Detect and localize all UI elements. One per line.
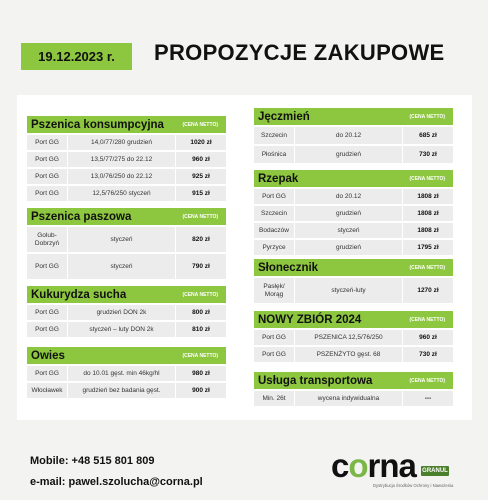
row-price: --- (424, 395, 432, 402)
row-price: 915 zł (192, 190, 210, 197)
table-row (27, 135, 226, 150)
netto-label: (CENA NETTO) (409, 316, 445, 323)
section-slonecznik (254, 259, 453, 303)
logo-letter-o: o (348, 447, 368, 484)
row-place: Szczecin (260, 209, 287, 217)
row-price: 1808 zł (417, 227, 439, 234)
table-row (27, 152, 226, 167)
logo-letter: c (331, 447, 349, 484)
section-rzepak (254, 170, 453, 255)
table-row (254, 347, 453, 362)
logo-tagline: Dystrybucja Środków Ochrony i Nawożenia (373, 483, 454, 488)
netto-label: (CENA NETTO) (409, 377, 445, 384)
row-price: 800 zł (192, 309, 210, 316)
row-desc: grudzień (336, 243, 361, 251)
row-desc: styczeń (110, 235, 133, 243)
row-place: Port GG (35, 138, 59, 146)
row-place: Port GG (35, 189, 59, 197)
table-row (254, 391, 453, 406)
table-row (254, 146, 453, 163)
corna-logo-icon (331, 449, 471, 489)
row-price: 1270 zł (417, 287, 439, 294)
row-desc: grudzień DON 2k (96, 308, 147, 316)
section-header (254, 170, 453, 187)
row-place: Port GG (35, 262, 59, 270)
row-desc: do 10.01 gęst. min 46kg/hl (83, 369, 160, 377)
row-place: Port GG (35, 172, 59, 180)
netto-label: (CENA NETTO) (182, 291, 218, 298)
section-title: Słonecznik (258, 261, 319, 274)
row-price: 1808 zł (417, 210, 439, 217)
row-price: 900 zł (192, 387, 210, 394)
table-row (27, 254, 226, 279)
section-owies (27, 347, 226, 398)
row-desc: 12,5/76/250 styczeń (92, 189, 151, 197)
table-row (27, 227, 226, 252)
table-row (27, 186, 226, 201)
section-title: Pszenica paszowa (31, 210, 132, 223)
row-place: Min. 26t (262, 394, 286, 402)
netto-label: (CENA NETTO) (182, 352, 218, 359)
section-title: Jęczmień (258, 110, 310, 123)
row-place: Port GG (35, 369, 59, 377)
row-desc: wycena indywidualna (317, 394, 380, 402)
section-kukurydza-sucha (27, 286, 226, 337)
row-price: 1020 zł (190, 139, 212, 146)
row-price: 790 zł (192, 263, 210, 270)
section-title: Kukurydza sucha (31, 288, 127, 301)
table-row (27, 322, 226, 337)
logo-letters: rna (367, 447, 416, 484)
row-desc: do 20.12 (335, 131, 362, 139)
row-price: 925 zł (192, 173, 210, 180)
row-place: Bodaczów (259, 226, 289, 234)
row-desc: styczeń (110, 262, 133, 270)
section-header (254, 311, 453, 328)
row-desc: styczeń – luty DON 2k (89, 325, 154, 333)
section-pszenica-konsumpcyjna (27, 116, 226, 201)
section-header (27, 116, 226, 133)
row-place: Port GG (35, 308, 59, 316)
row-price: 960 zł (192, 156, 210, 163)
table-row (27, 169, 226, 184)
section-pszenica-paszowa (27, 208, 226, 279)
netto-label: (CENA NETTO) (409, 175, 445, 182)
row-desc: grudzień (336, 209, 361, 217)
row-price: 1795 zł (417, 244, 439, 251)
table-row (254, 330, 453, 345)
table-row (254, 278, 453, 303)
netto-label: (CENA NETTO) (409, 113, 445, 120)
section-header (27, 347, 226, 364)
table-row (254, 127, 453, 144)
logo-wordmark (331, 449, 416, 483)
section-title: Usługa transportowa (258, 374, 373, 387)
table-row (254, 240, 453, 255)
row-place: Płośnica (261, 150, 287, 158)
section-jeczmien (254, 108, 453, 163)
row-price: 820 zł (192, 236, 210, 243)
section-header (27, 208, 226, 225)
row-price: 960 zł (419, 334, 437, 341)
row-desc: 14,0/77/280 grudzień (90, 138, 153, 146)
row-price: 685 zł (419, 132, 437, 139)
table-row (254, 206, 453, 221)
netto-label: (CENA NETTO) (409, 264, 445, 271)
row-desc: styczeń (337, 226, 360, 234)
date-badge: 19.12.2023 r. (21, 43, 132, 70)
row-place: Port GG (262, 350, 286, 358)
section-header (254, 372, 453, 389)
row-place: Pyrzyce (262, 243, 286, 251)
row-desc: styczeń-luty (331, 286, 366, 294)
row-place: Port GG (262, 333, 286, 341)
logo-badge: GRANUL (422, 468, 448, 474)
row-desc: 13,0/76/250 do 22.12 (90, 172, 153, 180)
row-desc: grudzień (336, 150, 361, 158)
row-price: 730 zł (419, 351, 437, 358)
section-usluga-transportowa (254, 372, 453, 406)
row-desc: grudzień bez badania gęst. (82, 386, 161, 394)
table-row (27, 383, 226, 398)
row-price: 980 zł (192, 370, 210, 377)
section-header (27, 286, 226, 303)
row-place: Włocławek (31, 386, 63, 394)
netto-label: (CENA NETTO) (182, 213, 218, 220)
row-price: 1808 zł (417, 193, 439, 200)
row-desc: 13,5/77/275 do 22.12 (90, 155, 153, 163)
row-desc: do 20.12 (335, 192, 362, 200)
row-price: 730 zł (419, 151, 437, 158)
contact-mobile: Mobile: +48 515 801 809 (30, 455, 155, 467)
table-row (27, 305, 226, 320)
row-place: Port GG (262, 192, 286, 200)
row-desc: PSZENŻYTO gęst. 68 (316, 350, 381, 358)
row-price: 810 zł (192, 326, 210, 333)
table-row (27, 366, 226, 381)
section-title: Owies (31, 349, 65, 362)
table-row (254, 223, 453, 238)
section-title: Rzepak (258, 172, 299, 185)
section-title: NOWY ZBIÓR 2024 (258, 313, 362, 326)
section-header (254, 259, 453, 276)
section-header (254, 108, 453, 125)
row-place: Golub-Dobrzyń (34, 232, 60, 247)
row-place: Szczecin (260, 131, 287, 139)
table-row (254, 189, 453, 204)
row-place: Pasłęk/ Morąg (263, 283, 285, 298)
page-title: PROPOZYCJE ZAKUPOWE (154, 40, 445, 65)
section-nowy-zbior (254, 311, 453, 362)
netto-label: (CENA NETTO) (182, 121, 218, 128)
section-title: Pszenica konsumpcyjna (31, 118, 164, 131)
row-place: Port GG (35, 325, 59, 333)
row-desc: PSZENICA 12,5/76/250 (314, 333, 383, 341)
row-place: Port GG (35, 155, 59, 163)
contact-email[interactable]: e-mail: pawel.szolucha@corna.pl (30, 476, 203, 488)
